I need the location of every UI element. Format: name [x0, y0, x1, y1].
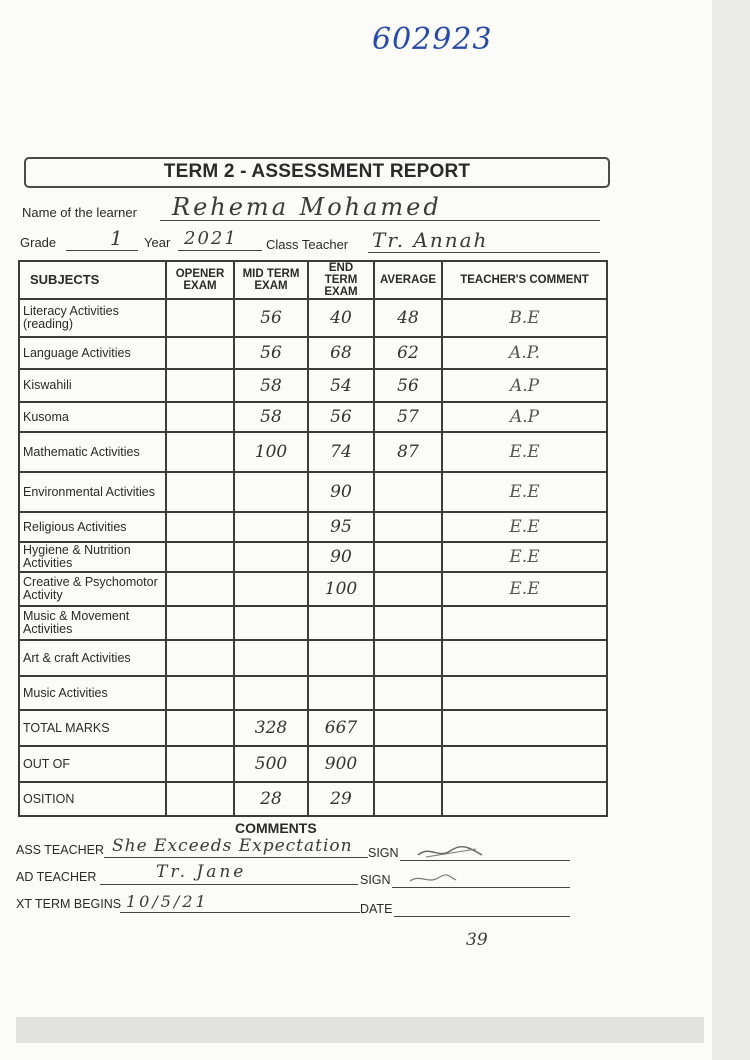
table-row: [19, 676, 607, 710]
comment-cell: E.E: [442, 432, 607, 472]
opener-cell: [166, 782, 234, 816]
page-number: 39: [466, 930, 488, 950]
opener-cell: [166, 432, 234, 472]
table-row: [19, 402, 607, 432]
year-label: Year: [144, 235, 171, 250]
end-cell: 100: [308, 572, 374, 606]
subject-cell: Religious Activities: [19, 512, 166, 542]
comment-cell: E.E: [442, 512, 607, 542]
end-cell: 900: [308, 746, 374, 782]
comment-cell: [442, 746, 607, 782]
class-teacher-underline: [368, 252, 600, 253]
comment-cell: E.E: [442, 542, 607, 572]
opener-cell: [166, 676, 234, 710]
mid-cell: 328: [234, 710, 308, 746]
comment-cell: [442, 606, 607, 640]
comment-cell: A.P.: [442, 337, 607, 369]
end-cell: 90: [308, 542, 374, 572]
mid-cell: [234, 676, 308, 710]
opener-cell: [166, 542, 234, 572]
average-cell: [374, 472, 442, 512]
comment-cell: A.P: [442, 369, 607, 402]
end-cell: 90: [308, 472, 374, 512]
average-cell: [374, 572, 442, 606]
header-average: AVERAGE: [374, 261, 442, 299]
assessment-table: [18, 260, 608, 817]
table-row: [19, 606, 607, 640]
grade-label: Grade: [20, 235, 57, 250]
date-underline: [394, 916, 570, 917]
opener-cell: [166, 299, 234, 337]
average-cell: [374, 746, 442, 782]
end-cell: [308, 640, 374, 676]
opener-cell: [166, 402, 234, 432]
comment-cell: A.P: [442, 402, 607, 432]
table-row: [19, 299, 607, 337]
class-teacher-comment: She Exceeds Expectation: [112, 836, 353, 856]
head-teacher-label: AD TEACHER: [16, 870, 97, 884]
end-cell: 56: [308, 402, 374, 432]
table-row: [19, 782, 607, 816]
opener-cell: [166, 640, 234, 676]
average-cell: [374, 676, 442, 710]
subject-cell: Environmental Activities: [19, 472, 166, 512]
average-cell: 87: [374, 432, 442, 472]
subject-cell: TOTAL MARKS: [19, 710, 166, 746]
class-teacher-comment-label: ASS TEACHER: [16, 843, 104, 857]
mid-cell: [234, 572, 308, 606]
opener-cell: [166, 746, 234, 782]
opener-cell: [166, 337, 234, 369]
table-row: [19, 369, 607, 402]
table-row: [19, 337, 607, 369]
mid-cell: [234, 640, 308, 676]
mid-cell: 58: [234, 369, 308, 402]
next-term-underline: [120, 912, 360, 913]
mid-cell: 58: [234, 402, 308, 432]
year-underline: [178, 250, 262, 251]
opener-cell: [166, 710, 234, 746]
reference-number: 602923: [372, 22, 493, 57]
average-cell: [374, 512, 442, 542]
table-row: [19, 542, 607, 572]
grade-value: 1: [110, 226, 123, 250]
learner-label: Name of the learner: [22, 205, 137, 220]
grade-underline: [66, 250, 138, 251]
comments-heading: COMMENTS: [235, 820, 317, 836]
comment-cell: E.E: [442, 572, 607, 606]
end-cell: 68: [308, 337, 374, 369]
table-header-row: [19, 261, 607, 299]
table-row: [19, 512, 607, 542]
class-teacher-sign-label: SIGN: [368, 846, 399, 860]
mid-cell: 100: [234, 432, 308, 472]
subject-cell: Hygiene & Nutrition Activities: [19, 542, 166, 572]
header-teachers-comment: TEACHER'S COMMENT: [442, 261, 607, 299]
next-term-label: XT TERM BEGINS: [16, 897, 122, 911]
head-teacher-signature: [408, 872, 458, 886]
mid-cell: 500: [234, 746, 308, 782]
head-teacher-sign-underline: [392, 887, 570, 888]
average-cell: [374, 640, 442, 676]
class-teacher-signature: [416, 843, 486, 861]
subject-cell: Language Activities: [19, 337, 166, 369]
comment-cell: B.E: [442, 299, 607, 337]
mid-cell: [234, 606, 308, 640]
mid-cell: [234, 512, 308, 542]
subject-cell: Creative & Psychomotor Activity: [19, 572, 166, 606]
average-cell: 57: [374, 402, 442, 432]
table-row: [19, 710, 607, 746]
opener-cell: [166, 606, 234, 640]
subject-cell: OSITION: [19, 782, 166, 816]
average-cell: [374, 606, 442, 640]
opener-cell: [166, 512, 234, 542]
average-cell: 62: [374, 337, 442, 369]
report-title: TERM 2 - ASSESSMENT REPORT: [163, 161, 471, 182]
average-cell: [374, 782, 442, 816]
date-label: DATE: [360, 902, 393, 916]
end-cell: 54: [308, 369, 374, 402]
subject-cell: Kusoma: [19, 402, 166, 432]
end-cell: [308, 676, 374, 710]
end-cell: 29: [308, 782, 374, 816]
scan-edge: [712, 0, 750, 1060]
subject-cell: OUT OF: [19, 746, 166, 782]
comment-cell: E.E: [442, 472, 607, 512]
end-cell: 40: [308, 299, 374, 337]
header-opener-exam: OPENER EXAM: [166, 261, 234, 299]
class-teacher-label: Class Teacher: [266, 237, 349, 252]
head-teacher-value: Tr. Jane: [156, 862, 247, 882]
mid-cell: [234, 472, 308, 512]
comment-cell: [442, 710, 607, 746]
title-box: [24, 157, 610, 188]
learner-name: Rehema Mohamed: [172, 193, 442, 221]
mid-cell: 28: [234, 782, 308, 816]
table-row: [19, 746, 607, 782]
mid-cell: 56: [234, 337, 308, 369]
subject-cell: Literacy Activities (reading): [19, 299, 166, 337]
table-row: [19, 432, 607, 472]
head-teacher-sign-label: SIGN: [360, 873, 391, 887]
end-cell: 74: [308, 432, 374, 472]
class-teacher-comment-underline: [104, 857, 368, 858]
average-cell: [374, 542, 442, 572]
subject-cell: Music Activities: [19, 676, 166, 710]
average-cell: 48: [374, 299, 442, 337]
end-cell: [308, 606, 374, 640]
subject-cell: Kiswahili: [19, 369, 166, 402]
end-cell: 95: [308, 512, 374, 542]
class-teacher-value: Tr. Annah: [372, 228, 489, 252]
comment-cell: [442, 782, 607, 816]
subject-cell: Music & Movement Activities: [19, 606, 166, 640]
table-row: [19, 472, 607, 512]
comment-cell: [442, 640, 607, 676]
year-value: 2021: [184, 228, 238, 249]
subject-cell: Art & craft Activities: [19, 640, 166, 676]
opener-cell: [166, 369, 234, 402]
average-cell: [374, 710, 442, 746]
average-cell: 56: [374, 369, 442, 402]
head-teacher-underline: [100, 884, 358, 885]
subject-cell: Mathematic Activities: [19, 432, 166, 472]
mid-cell: 56: [234, 299, 308, 337]
scan-bottom-strip: [16, 1017, 704, 1043]
mid-cell: [234, 542, 308, 572]
opener-cell: [166, 472, 234, 512]
header-mid-term-exam: MID TERM EXAM: [234, 261, 308, 299]
header-subjects: SUBJECTS: [19, 261, 166, 299]
table-row: [19, 640, 607, 676]
next-term-value: 10/5/21: [126, 892, 209, 911]
end-cell: 667: [308, 710, 374, 746]
opener-cell: [166, 572, 234, 606]
header-end-term-exam: END TERM EXAM: [308, 261, 374, 299]
comment-cell: [442, 676, 607, 710]
table-row: [19, 572, 607, 606]
